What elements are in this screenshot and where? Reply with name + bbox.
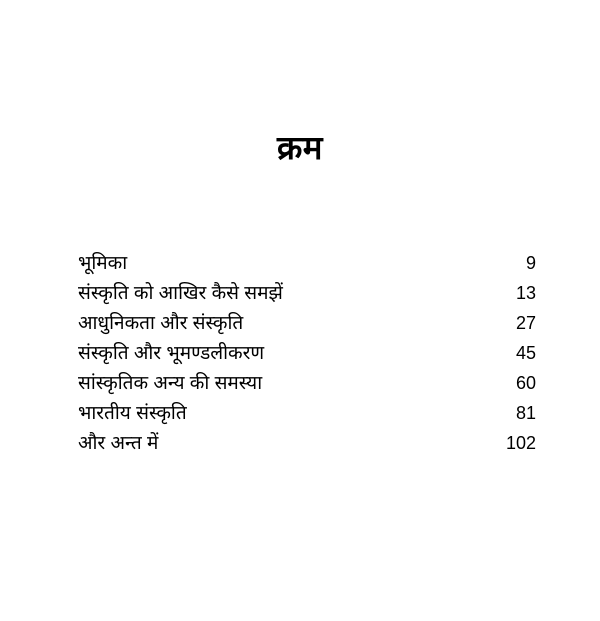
list-item — [78, 398, 536, 428]
list-item — [78, 278, 536, 308]
toc-entry-label: सांस्कृतिक अन्य की समस्या — [78, 373, 263, 394]
toc-entry-label: संस्कृति को आखिर कैसे समझें — [78, 283, 283, 304]
list-item — [78, 368, 536, 398]
toc-entry-page-number: 60 — [515, 373, 536, 393]
toc-entry-label: आधुनिकता और संस्कृति — [78, 313, 244, 334]
list-item — [78, 428, 536, 458]
toc-entry-label: और अन्त में — [78, 433, 159, 454]
toc-entry-page-number: 9 — [525, 253, 536, 273]
list-item — [78, 338, 536, 368]
list-item — [78, 308, 536, 338]
toc-entry-page-number: 81 — [515, 403, 536, 423]
list-item — [78, 248, 536, 278]
toc-entry-page-number: 102 — [505, 433, 536, 453]
toc-entry-label: भूमिका — [78, 253, 128, 274]
page-title: क्रम — [276, 129, 324, 166]
toc-entry-page-number: 45 — [515, 343, 536, 363]
table-of-contents — [78, 248, 536, 458]
toc-entry-label: भारतीय संस्कृति — [78, 403, 187, 424]
toc-entry-page-number: 13 — [515, 283, 536, 303]
toc-entry-page-number: 27 — [515, 313, 536, 333]
toc-entry-label: संस्कृति और भूमण्डलीकरण — [78, 343, 265, 364]
